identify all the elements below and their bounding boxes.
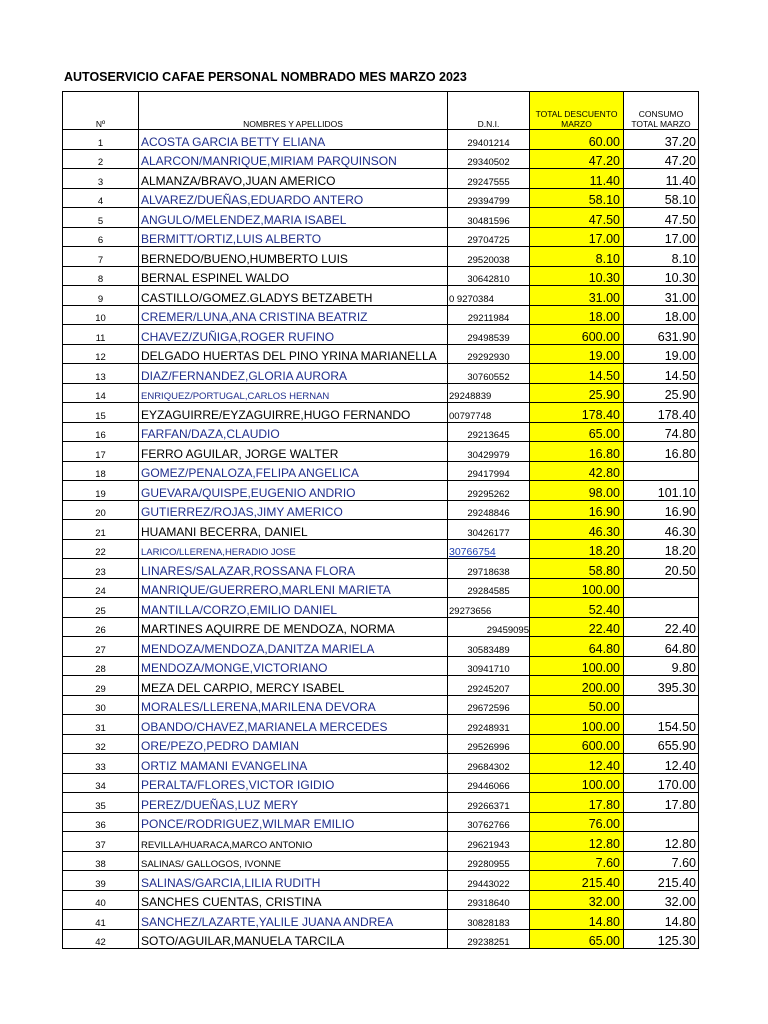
header-row: [63, 92, 699, 130]
employee-dni: 29340502: [448, 149, 530, 169]
employee-name: PERALTA/FLORES,VICTOR IGIDIO: [139, 773, 448, 793]
table-row: [63, 559, 699, 579]
employee-dni: 29621943: [448, 832, 530, 852]
employee-dni: 29446066: [448, 773, 530, 793]
employee-name: MEZA DEL CARPIO, MERCY ISABEL: [139, 676, 448, 696]
consumo-total: 37.20: [624, 130, 699, 150]
row-number: 12: [63, 344, 139, 364]
total-descuento: 22.40: [530, 617, 624, 637]
row-number: 20: [63, 500, 139, 520]
employee-name: MANRIQUE/GUERRERO,MARLENI MARIETA: [139, 578, 448, 598]
row-number: 38: [63, 851, 139, 871]
table-row: [63, 442, 699, 462]
total-descuento: 100.00: [530, 773, 624, 793]
row-number: 22: [63, 539, 139, 559]
consumo-total: 178.40: [624, 403, 699, 423]
employee-name: GUTIERREZ/ROJAS,JIMY AMERICO: [139, 500, 448, 520]
total-descuento: 64.80: [530, 637, 624, 657]
total-descuento: 18.00: [530, 305, 624, 325]
total-descuento: 12.40: [530, 754, 624, 774]
consumo-total: 47.50: [624, 208, 699, 228]
total-descuento: 16.80: [530, 442, 624, 462]
total-descuento: 16.90: [530, 500, 624, 520]
employee-name: ENRIQUEZ/PORTUGAL,CARLOS HERNAN: [139, 383, 448, 403]
employee-name: ORTIZ MAMANI EVANGELINA: [139, 754, 448, 774]
total-descuento: 65.00: [530, 929, 624, 949]
consumo-total: 9.80: [624, 656, 699, 676]
consumo-total: 10.30: [624, 266, 699, 286]
header-dni: D.N.I.: [448, 92, 530, 130]
consumo-total: 7.60: [624, 851, 699, 871]
employee-dni: 29443022: [448, 871, 530, 891]
table-row: [63, 208, 699, 228]
consumo-total: 125.30: [624, 929, 699, 949]
employee-name: CASTILLO/GOMEZ.GLADYS BETZABETH: [139, 286, 448, 306]
employee-dni: 29684302: [448, 754, 530, 774]
consumo-total: 18.20: [624, 539, 699, 559]
row-number: 3: [63, 169, 139, 189]
total-descuento: 100.00: [530, 656, 624, 676]
employee-dni: 29248839: [448, 383, 530, 403]
employee-name: MENDOZA/MONGE,VICTORIANO: [139, 656, 448, 676]
consumo-total: 32.00: [624, 890, 699, 910]
row-number: 8: [63, 266, 139, 286]
table-row: [63, 461, 699, 481]
employee-dni: 29417994: [448, 461, 530, 481]
row-number: 11: [63, 325, 139, 345]
total-descuento: 600.00: [530, 734, 624, 754]
employee-name: BERNEDO/BUENO,HUMBERTO LUIS: [139, 247, 448, 267]
consumo-total: 16.90: [624, 500, 699, 520]
table-row: [63, 695, 699, 715]
consumo-total: 154.50: [624, 715, 699, 735]
employee-name: EYZAGUIRRE/EYZAGUIRRE,HUGO FERNANDO: [139, 403, 448, 423]
employee-name: OBANDO/CHAVEZ,MARIANELA MERCEDES: [139, 715, 448, 735]
consumo-total: 16.80: [624, 442, 699, 462]
total-descuento: 100.00: [530, 715, 624, 735]
row-number: 5: [63, 208, 139, 228]
employee-dni: 29318640: [448, 890, 530, 910]
row-number: 27: [63, 637, 139, 657]
consumo-total: 22.40: [624, 617, 699, 637]
table-row: [63, 676, 699, 696]
consumo-total: 18.00: [624, 305, 699, 325]
table-row: [63, 539, 699, 559]
employee-name: DELGADO HUERTAS DEL PINO YRINA MARIANELLA: [139, 344, 448, 364]
total-descuento: 215.40: [530, 871, 624, 891]
employee-name: SOTO/AGUILAR,MANUELA TARCILA: [139, 929, 448, 949]
consumo-total: 631.90: [624, 325, 699, 345]
employee-name: FERRO AGUILAR, JORGE WALTER: [139, 442, 448, 462]
employee-name: ALARCON/MANRIQUE,MIRIAM PARQUINSON: [139, 149, 448, 169]
row-number: 9: [63, 286, 139, 306]
total-descuento: 25.90: [530, 383, 624, 403]
total-descuento: 32.00: [530, 890, 624, 910]
row-number: 1: [63, 130, 139, 150]
total-descuento: 52.40: [530, 598, 624, 618]
consumo-total: 19.00: [624, 344, 699, 364]
employee-name: ALVAREZ/DUEÑAS,EDUARDO ANTERO: [139, 188, 448, 208]
employee-name: CREMER/LUNA,ANA CRISTINA BEATRIZ: [139, 305, 448, 325]
row-number: 31: [63, 715, 139, 735]
row-number: 23: [63, 559, 139, 579]
table-row: [63, 403, 699, 423]
consumo-total: [624, 695, 699, 715]
employee-name: SALINAS/ GALLOGOS, IVONNE: [139, 851, 448, 871]
row-number: 21: [63, 520, 139, 540]
discount-table: [62, 91, 699, 949]
row-number: 6: [63, 227, 139, 247]
row-number: 14: [63, 383, 139, 403]
total-descuento: 200.00: [530, 676, 624, 696]
employee-dni: 29273656: [448, 598, 530, 618]
table-row: [63, 325, 699, 345]
employee-name: HUAMANI BECERRA, DANIEL: [139, 520, 448, 540]
row-number: 29: [63, 676, 139, 696]
employee-name: PONCE/RODRIGUEZ,WILMAR EMILIO: [139, 812, 448, 832]
consumo-total: 14.50: [624, 364, 699, 384]
consumo-total: [624, 578, 699, 598]
employee-dni: 00797748: [448, 403, 530, 423]
employee-dni: 0 9270384: [448, 286, 530, 306]
row-number: 13: [63, 364, 139, 384]
total-descuento: 98.00: [530, 481, 624, 501]
row-number: 15: [63, 403, 139, 423]
total-descuento: 600.00: [530, 325, 624, 345]
table-row: [63, 734, 699, 754]
sheet-title: AUTOSERVICIO CAFAE PERSONAL NOMBRADO MES MARZO 2023: [64, 70, 467, 84]
employee-dni: 29718638: [448, 559, 530, 579]
employee-name: BERNAL ESPINEL WALDO: [139, 266, 448, 286]
consumo-total: 395.30: [624, 676, 699, 696]
header-consumo: [624, 92, 699, 130]
consumo-total: 17.00: [624, 227, 699, 247]
employee-dni: 29672596: [448, 695, 530, 715]
employee-name: DIAZ/FERNANDEZ,GLORIA AURORA: [139, 364, 448, 384]
header-total-descuento: [530, 92, 624, 130]
consumo-total: 47.20: [624, 149, 699, 169]
employee-name: MANTILLA/CORZO,EMILIO DANIEL: [139, 598, 448, 618]
table-row: [63, 929, 699, 949]
total-descuento: 17.00: [530, 227, 624, 247]
employee-name: SALINAS/GARCIA,LILIA RUDITH: [139, 871, 448, 891]
employee-dni: 30481596: [448, 208, 530, 228]
table-row: [63, 227, 699, 247]
employee-dni: 30762766: [448, 812, 530, 832]
employee-name: ACOSTA GARCIA BETTY ELIANA: [139, 130, 448, 150]
consumo-total: [624, 598, 699, 618]
employee-name: LARICO/LLERENA,HERADIO JOSE: [139, 539, 448, 559]
employee-name: BERMITT/ORTIZ,LUIS ALBERTO: [139, 227, 448, 247]
header-name: NOMBRES Y APELLIDOS: [139, 92, 448, 130]
employee-name: GUEVARA/QUISPE,EUGENIO ANDRIO: [139, 481, 448, 501]
header-consumo-line1: CONSUMO: [638, 109, 684, 119]
employee-dni: 29284585: [448, 578, 530, 598]
table-row: [63, 188, 699, 208]
table-body: [63, 92, 699, 949]
consumo-total: 215.40: [624, 871, 699, 891]
consumo-total: 64.80: [624, 637, 699, 657]
consumo-total: 14.80: [624, 910, 699, 930]
table-row: [63, 871, 699, 891]
employee-dni: 29266371: [448, 793, 530, 813]
employee-name: MENDOZA/MENDOZA,DANITZA MARIELA: [139, 637, 448, 657]
row-number: 24: [63, 578, 139, 598]
row-number: 26: [63, 617, 139, 637]
row-number: 36: [63, 812, 139, 832]
employee-dni: 29292930: [448, 344, 530, 364]
total-descuento: 14.50: [530, 364, 624, 384]
consumo-total: 12.80: [624, 832, 699, 852]
total-descuento: 17.80: [530, 793, 624, 813]
employee-name: ANGULO/MELENDEZ,MARIA ISABEL: [139, 208, 448, 228]
row-number: 18: [63, 461, 139, 481]
employee-dni: 29211984: [448, 305, 530, 325]
table-row: [63, 617, 699, 637]
row-number: 42: [63, 929, 139, 949]
consumo-total: 20.50: [624, 559, 699, 579]
total-descuento: 50.00: [530, 695, 624, 715]
table-row: [63, 715, 699, 735]
table-row: [63, 812, 699, 832]
employee-dni: 29248846: [448, 500, 530, 520]
table-row: [63, 247, 699, 267]
row-number: 28: [63, 656, 139, 676]
header-consumo-line2: TOTAL MARZO: [631, 119, 691, 129]
consumo-total: 58.10: [624, 188, 699, 208]
employee-dni: 29401214: [448, 130, 530, 150]
employee-name: SANCHEZ/LAZARTE,YALILE JUANA ANDREA: [139, 910, 448, 930]
employee-dni: 30583489: [448, 637, 530, 657]
table-row: [63, 130, 699, 150]
row-number: 32: [63, 734, 139, 754]
employee-name: PEREZ/DUEÑAS,LUZ MERY: [139, 793, 448, 813]
employee-name: CHAVEZ/ZUÑIGA,ROGER RUFINO: [139, 325, 448, 345]
table-row: [63, 637, 699, 657]
table-row: [63, 149, 699, 169]
table-row: [63, 383, 699, 403]
row-number: 39: [63, 871, 139, 891]
total-descuento: 11.40: [530, 169, 624, 189]
employee-dni: 29459095: [448, 617, 530, 637]
table-row: [63, 422, 699, 442]
row-number: 16: [63, 422, 139, 442]
table-row: [63, 500, 699, 520]
table-row: [63, 656, 699, 676]
employee-name: LINARES/SALAZAR,ROSSANA FLORA: [139, 559, 448, 579]
total-descuento: 60.00: [530, 130, 624, 150]
employee-dni: 30828183: [448, 910, 530, 930]
consumo-total: 17.80: [624, 793, 699, 813]
row-number: 34: [63, 773, 139, 793]
total-descuento: 47.50: [530, 208, 624, 228]
employee-dni: 29248931: [448, 715, 530, 735]
employee-dni: 29295262: [448, 481, 530, 501]
total-descuento: 8.10: [530, 247, 624, 267]
table-row: [63, 754, 699, 774]
table-row: [63, 286, 699, 306]
total-descuento: 58.10: [530, 188, 624, 208]
employee-dni: 29280955: [448, 851, 530, 871]
employee-name: MARTINES AQUIRRE DE MENDOZA, NORMA: [139, 617, 448, 637]
total-descuento: 12.80: [530, 832, 624, 852]
employee-name: GOMEZ/PENALOZA,FELIPA ANGELICA: [139, 461, 448, 481]
employee-dni: 30941710: [448, 656, 530, 676]
consumo-total: 31.00: [624, 286, 699, 306]
employee-dni: 29213645: [448, 422, 530, 442]
employee-name: REVILLA/HUARACA,MARCO ANTONIO: [139, 832, 448, 852]
consumo-total: [624, 812, 699, 832]
table-row: [63, 520, 699, 540]
row-number: 30: [63, 695, 139, 715]
row-number: 17: [63, 442, 139, 462]
employee-dni: 29704725: [448, 227, 530, 247]
table-row: [63, 364, 699, 384]
row-number: 35: [63, 793, 139, 813]
total-descuento: 42.80: [530, 461, 624, 481]
header-num: Nº: [63, 92, 139, 130]
table-row: [63, 793, 699, 813]
total-descuento: 65.00: [530, 422, 624, 442]
consumo-total: 74.80: [624, 422, 699, 442]
employee-name: SANCHES CUENTAS, CRISTINA: [139, 890, 448, 910]
header-total-line1: TOTAL DESCUENTO: [535, 109, 618, 119]
row-number: 4: [63, 188, 139, 208]
row-number: 41: [63, 910, 139, 930]
total-descuento: 7.60: [530, 851, 624, 871]
table-row: [63, 481, 699, 501]
consumo-total: 170.00: [624, 773, 699, 793]
consumo-total: [624, 461, 699, 481]
total-descuento: 47.20: [530, 149, 624, 169]
employee-dni: 30426177: [448, 520, 530, 540]
consumo-total: 655.90: [624, 734, 699, 754]
table-row: [63, 890, 699, 910]
total-descuento: 178.40: [530, 403, 624, 423]
table-row: [63, 305, 699, 325]
table-row: [63, 169, 699, 189]
table-row: [63, 598, 699, 618]
total-descuento: 76.00: [530, 812, 624, 832]
total-descuento: 18.20: [530, 539, 624, 559]
total-descuento: 14.80: [530, 910, 624, 930]
employee-name: ALMANZA/BRAVO,JUAN AMERICO: [139, 169, 448, 189]
employee-dni: 29394799: [448, 188, 530, 208]
row-number: 25: [63, 598, 139, 618]
employee-dni: 29238251: [448, 929, 530, 949]
consumo-total: 46.30: [624, 520, 699, 540]
total-descuento: 46.30: [530, 520, 624, 540]
row-number: 2: [63, 149, 139, 169]
row-number: 10: [63, 305, 139, 325]
employee-name: MORALES/LLERENA,MARILENA DEVORA: [139, 695, 448, 715]
total-descuento: 31.00: [530, 286, 624, 306]
total-descuento: 19.00: [530, 344, 624, 364]
employee-dni: 30642810: [448, 266, 530, 286]
employee-dni[interactable]: 30766754: [448, 539, 530, 559]
consumo-total: 25.90: [624, 383, 699, 403]
table-row: [63, 344, 699, 364]
consumo-total: 101.10: [624, 481, 699, 501]
consumo-total: 11.40: [624, 169, 699, 189]
table-row: [63, 851, 699, 871]
consumo-total: 8.10: [624, 247, 699, 267]
table-row: [63, 773, 699, 793]
employee-dni: 29526996: [448, 734, 530, 754]
total-descuento: 58.80: [530, 559, 624, 579]
total-descuento: 10.30: [530, 266, 624, 286]
total-descuento: 100.00: [530, 578, 624, 598]
row-number: 37: [63, 832, 139, 852]
employee-dni: 30429979: [448, 442, 530, 462]
header-total-line2: MARZO: [561, 119, 592, 129]
employee-dni: 29245207: [448, 676, 530, 696]
table-row: [63, 910, 699, 930]
row-number: 7: [63, 247, 139, 267]
employee-dni: 29520038: [448, 247, 530, 267]
employee-dni: 29498539: [448, 325, 530, 345]
consumo-total: 12.40: [624, 754, 699, 774]
employee-name: FARFAN/DAZA,CLAUDIO: [139, 422, 448, 442]
row-number: 40: [63, 890, 139, 910]
table-row: [63, 832, 699, 852]
employee-name: ORE/PEZO,PEDRO DAMIAN: [139, 734, 448, 754]
table-row: [63, 266, 699, 286]
row-number: 33: [63, 754, 139, 774]
employee-dni: 29247555: [448, 169, 530, 189]
row-number: 19: [63, 481, 139, 501]
employee-dni: 30760552: [448, 364, 530, 384]
table-row: [63, 578, 699, 598]
